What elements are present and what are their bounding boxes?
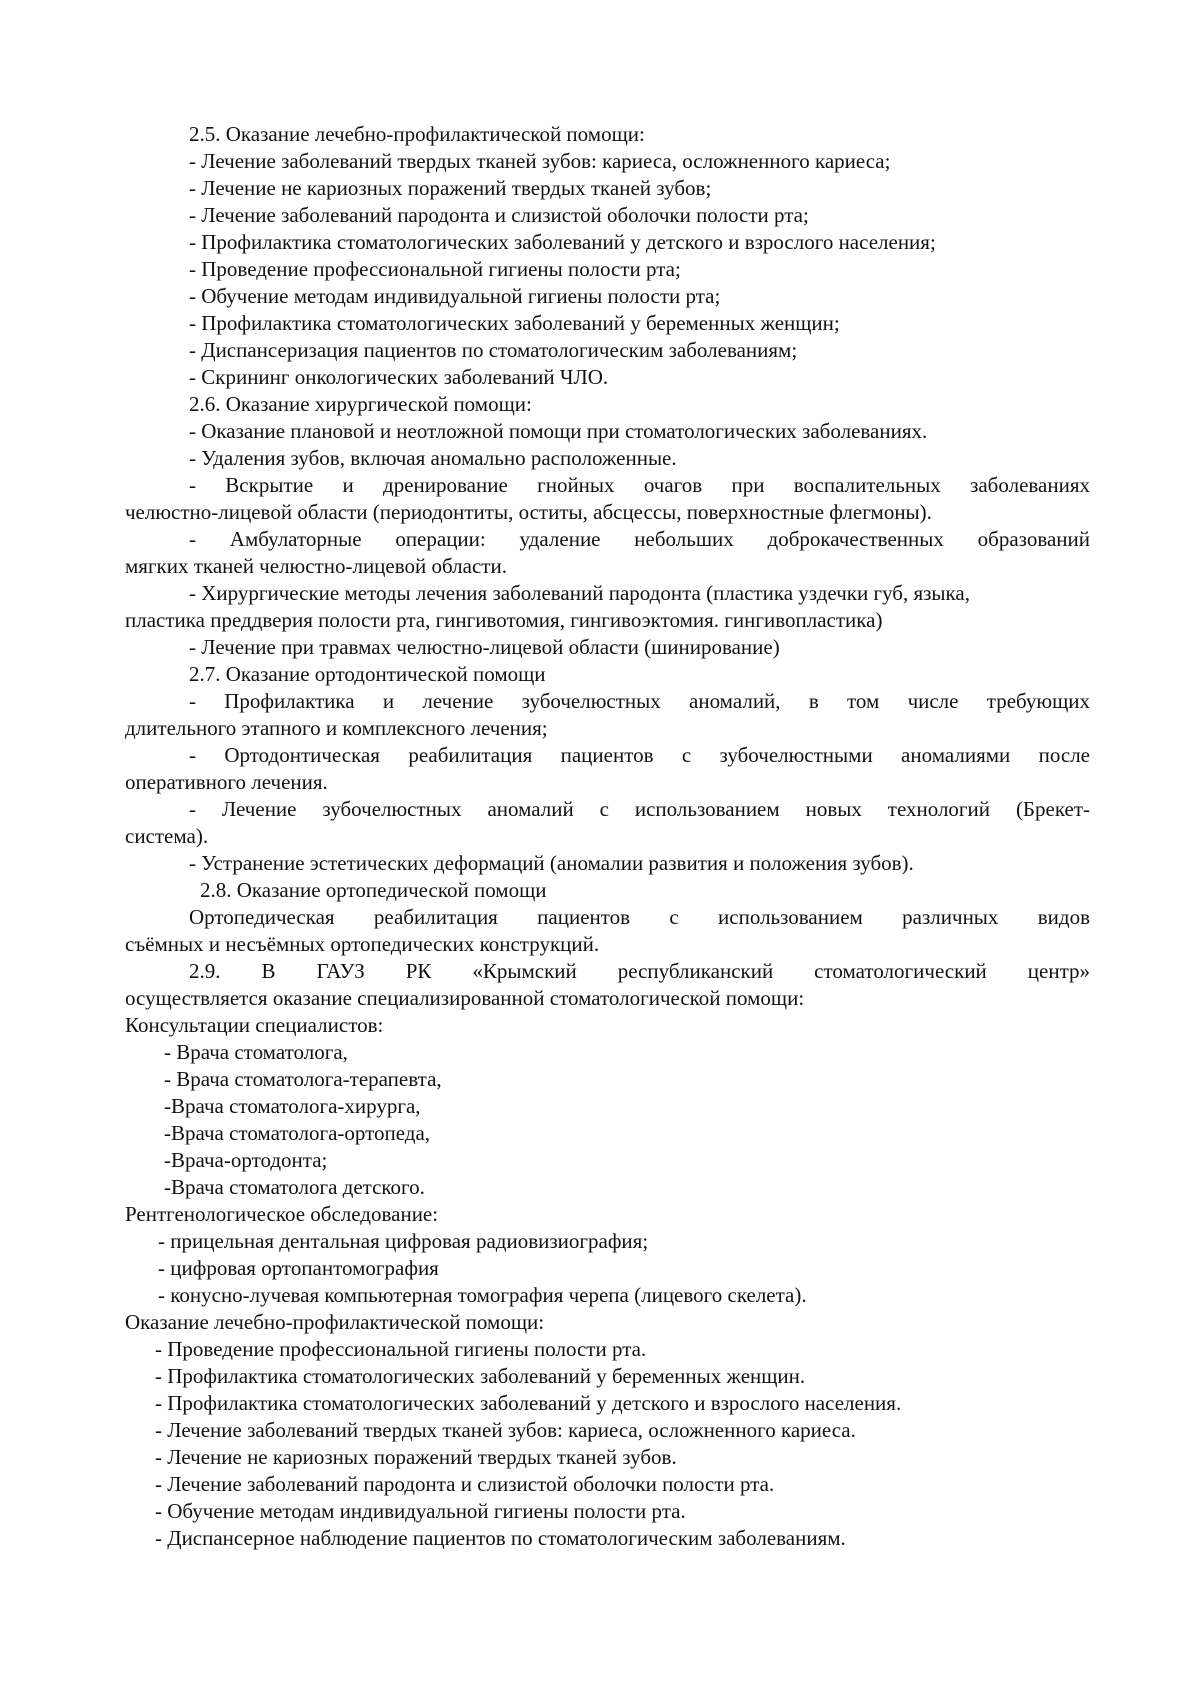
text-line: - Амбулаторные операции: удаление небольших доброкачественных образований <box>189 527 1090 551</box>
text-line: - Проведение профессиональной гигиены полости рта; <box>189 257 681 281</box>
subheading: Оказание лечебно-профилактической помощи: <box>125 1310 545 1334</box>
list-item: -Врача стоматолога-ортопеда, <box>164 1121 431 1145</box>
section-heading-2-9: 2.9. В ГАУЗ РК «Крымский республиканский стоматологический центр» <box>189 959 1090 983</box>
text-line: - Лечение при травмах челюстно-лицевой области (шинирование) <box>189 635 780 659</box>
text-line: - Профилактика стоматологических заболеваний у детского и взрослого населения; <box>189 230 936 254</box>
text-line: - Хирургические методы лечения заболеваний пародонта (пластика уздечки губ, языка, <box>189 581 970 605</box>
text-line: мягких тканей челюстно-лицевой области. <box>125 554 507 578</box>
text-line: Ортопедическая реабилитация пациентов с использованием различных видов <box>189 905 1090 929</box>
section-heading-2-7: 2.7. Оказание ортодонтической помощи <box>189 662 546 686</box>
text-line: система). <box>125 824 209 848</box>
list-item: - Врача стоматолога, <box>164 1040 348 1064</box>
text-line: - Лечение заболеваний твердых тканей зубов: кариеса, осложненного кариеса; <box>189 149 891 173</box>
list-item: - Лечение заболеваний твердых тканей зубов: кариеса, осложненного кариеса. <box>155 1418 856 1442</box>
text-line: челюстно-лицевой области (периодонтиты, оститы, абсцессы, поверхностные флегмоны). <box>125 500 932 524</box>
list-item: - прицельная дентальная цифровая радиовизиография; <box>158 1229 649 1253</box>
text-line: пластика преддверия полости рта, гингивотомия, гингивоэктомия. гингивопластика) <box>125 608 883 632</box>
list-item: - Врача стоматолога-терапевта, <box>164 1067 442 1091</box>
list-item: - Профилактика стоматологических заболеваний у беременных женщин. <box>155 1364 806 1388</box>
text-line: оперативного лечения. <box>125 770 328 794</box>
list-item: -Врача-ортодонта; <box>164 1148 328 1172</box>
section-heading-2-8: 2.8. Оказание ортопедической помощи <box>200 878 547 902</box>
text-line: длительного этапного и комплексного лечения; <box>125 716 548 740</box>
list-item: - Лечение не кариозных поражений твердых тканей зубов. <box>155 1445 677 1469</box>
text-line: - Удаления зубов, включая аномально расположенные. <box>189 446 677 470</box>
text-line: - Профилактика и лечение зубочелюстных аномалий, в том числе требующих <box>189 689 1090 713</box>
text-line: - Устранение эстетических деформаций (аномалии развития и положения зубов). <box>189 851 914 875</box>
text-line: съёмных и несъёмных ортопедических конструкций. <box>125 932 600 956</box>
list-item: -Врача стоматолога-хирурга, <box>164 1094 421 1118</box>
list-item: - цифровая ортопантомография <box>158 1256 439 1280</box>
subheading: Консультации специалистов: <box>125 1013 384 1037</box>
section-heading-2-6: 2.6. Оказание хирургической помощи: <box>189 392 532 416</box>
text-line: - Обучение методам индивидуальной гигиены полости рта; <box>189 284 721 308</box>
text-line: - Диспансеризация пациентов по стоматологическим заболеваниям; <box>189 338 798 362</box>
list-item: - конусно-лучевая компьютерная томография черепа (лицевого скелета). <box>158 1283 807 1307</box>
text-line: - Вскрытие и дренирование гнойных очагов при воспалительных заболеваниях <box>189 473 1090 497</box>
text-line: - Профилактика стоматологических заболеваний у беременных женщин; <box>189 311 840 335</box>
list-item: - Обучение методам индивидуальной гигиены полости рта. <box>155 1499 686 1523</box>
text-line: осуществляется оказание специализированной стоматологической помощи: <box>125 986 805 1010</box>
list-item: - Лечение заболеваний пародонта и слизистой оболочки полости рта. <box>155 1472 775 1496</box>
list-item: -Врача стоматолога детского. <box>164 1175 425 1199</box>
section-heading-2-5: 2.5. Оказание лечебно-профилактической помощи: <box>189 122 645 146</box>
list-item: - Профилактика стоматологических заболеваний у детского и взрослого населения. <box>155 1391 902 1415</box>
text-line: - Ортодонтическая реабилитация пациентов с зубочелюстными аномалиями после <box>189 743 1090 767</box>
list-item: - Диспансерное наблюдение пациентов по стоматологическим заболеваниям. <box>155 1526 846 1550</box>
text-line: - Лечение не кариозных поражений твердых тканей зубов; <box>189 176 712 200</box>
text-line: - Лечение зубочелюстных аномалий с использованием новых технологий (Брекет- <box>189 797 1090 821</box>
list-item: - Проведение профессиональной гигиены полости рта. <box>155 1337 647 1361</box>
text-line: - Лечение заболеваний пародонта и слизистой оболочки полости рта; <box>189 203 809 227</box>
text-line: - Скрининг онкологических заболеваний ЧЛО. <box>189 365 609 389</box>
text-line: - Оказание плановой и неотложной помощи при стоматологических заболеваниях. <box>189 419 928 443</box>
subheading: Рентгенологическое обследование: <box>125 1202 439 1226</box>
